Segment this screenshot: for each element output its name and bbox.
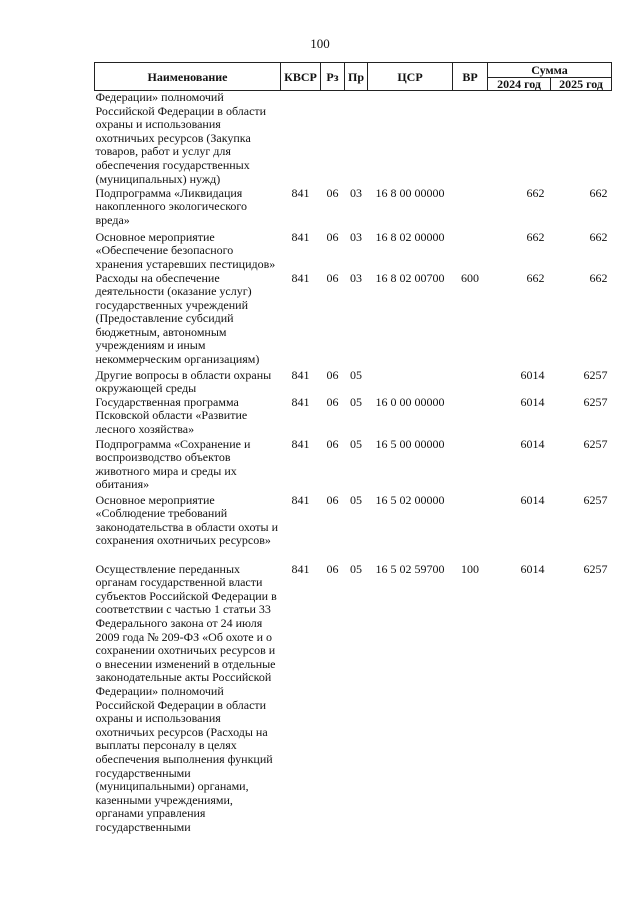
row-sum-2024: 662 [526, 229, 545, 244]
row-vr: 600 [461, 270, 479, 285]
row-sum-2025 [551, 91, 612, 187]
row-kvsr: 841 [291, 492, 310, 507]
row-sum-2025: 662 [589, 185, 608, 200]
header-sum: Сумма [488, 63, 612, 78]
row-sum-2025: 662 [589, 270, 608, 285]
table-row [95, 438, 612, 494]
row-sum-2024: 662 [526, 185, 545, 200]
row-name: Подпрограмма «Ликвидация накопленного экологического вреда» [95, 185, 248, 227]
row-rz: 06 [326, 229, 339, 244]
row-csr: 16 5 02 00000 [375, 492, 445, 507]
table-row [95, 494, 612, 563]
row-rz: 06 [326, 561, 339, 576]
row-vr [453, 91, 488, 187]
header-pr: Пр [345, 63, 368, 91]
row-csr: 16 8 00 00000 [375, 185, 445, 200]
row-kvsr: 841 [291, 229, 310, 244]
row-name: Государственная программа Псковской области «Развитие лесного хозяйства» [95, 394, 248, 436]
row-csr [368, 369, 453, 396]
row-sum-2025: 6257 [583, 394, 608, 409]
row-pr: 05 [350, 394, 362, 409]
row-pr: 03 [350, 185, 362, 200]
row-kvsr: 841 [291, 270, 310, 285]
row-sum-2024: 6014 [520, 492, 545, 507]
row-pr: 05 [350, 367, 362, 382]
row-rz: 06 [326, 436, 339, 451]
row-name: Основное мероприятие «Соблюдение требований законодательства в области охоты и сохранения охотничьих ресурсов» [95, 492, 279, 548]
row-vr [453, 187, 488, 231]
table-row [95, 396, 612, 438]
row-pr: 03 [350, 229, 362, 244]
table-body [95, 91, 612, 835]
row-name: Расходы на обеспечение деятельности (оказание услуг) государственных учреждений (Предоставление субсидий бюджетным, автономным учреждениям и иным некоммерческим организациям) [95, 270, 260, 367]
row-name: Другие вопросы в области охраны окружающей среды [95, 367, 272, 396]
row-csr: 16 8 02 00700 [375, 270, 445, 285]
row-rz: 06 [326, 270, 339, 285]
row-kvsr: 841 [291, 436, 310, 451]
header-kvsr: КВСР [281, 63, 321, 91]
page-number: 100 [310, 36, 330, 51]
budget-table [94, 62, 612, 835]
table-row [95, 91, 612, 187]
row-pr: 05 [350, 561, 362, 576]
row-sum-2024: 6014 [520, 394, 545, 409]
table-row [95, 563, 612, 835]
row-pr: 05 [350, 436, 362, 451]
row-sum-2024 [488, 91, 551, 187]
row-vr [453, 438, 488, 494]
header-csr: ЦСР [368, 63, 453, 91]
row-csr: 16 0 00 00000 [375, 394, 445, 409]
header-year-2025: 2025 год [551, 78, 612, 91]
row-csr: 16 8 02 00000 [375, 229, 445, 244]
table-row [95, 369, 612, 396]
row-vr: 100 [461, 561, 479, 576]
table-row [95, 231, 612, 272]
row-vr [453, 369, 488, 396]
row-sum-2024: 6014 [520, 436, 545, 451]
table-row [95, 187, 612, 231]
row-name: Федерации» полномочий Российской Федерации в области охраны и использования охотничьих ресурсов (Закупка товаров, работ и услуг для обеспечения государственных (муниципальных) нужд) [95, 90, 267, 186]
row-vr [453, 396, 488, 438]
header-year-2024: 2024 год [488, 78, 551, 91]
row-sum-2025: 6257 [583, 492, 608, 507]
row-rz: 06 [326, 394, 339, 409]
header-rz: Рз [321, 63, 345, 91]
row-name: Основное мероприятие «Обеспечение безопасного хранения устаревших пестицидов» [95, 229, 276, 271]
row-vr [453, 231, 488, 272]
row-sum-2025: 662 [589, 229, 608, 244]
row-rz: 06 [326, 185, 339, 200]
row-csr [368, 91, 453, 187]
row-sum-2024: 6014 [520, 561, 545, 576]
header-name: Наименование [95, 63, 281, 91]
row-csr: 16 5 02 59700 [375, 561, 445, 576]
row-sum-2025: 6257 [583, 436, 608, 451]
row-rz [321, 91, 345, 187]
header-vr: ВР [453, 63, 488, 91]
row-kvsr: 841 [291, 367, 310, 382]
row-rz: 06 [326, 492, 339, 507]
row-pr [345, 91, 368, 187]
row-sum-2025: 6257 [583, 561, 608, 576]
row-sum-2024: 6014 [520, 367, 545, 382]
table-row [95, 272, 612, 369]
row-pr: 05 [350, 492, 362, 507]
row-kvsr [281, 91, 321, 187]
row-kvsr: 841 [291, 185, 310, 200]
row-name: Осуществление переданных органам государственной власти субъектов Российской Федерации в соответствии с частью 1 статьи 33 Федерального закона от 24 июля 2009 года № 209-ФЗ «Об охоте и о сохранении охотничьих ресурсов и о внесении изменений в отдельные законодательные акты Российской Федерации» полномочий Российской Федерации в области охраны и использования охотничьих ресурсов (Расходы на выплаты персоналу в целях обеспечения выполнения функций государственными (муниципальными) органами, казенными учреждениями, органами управления государственными [95, 561, 277, 834]
row-sum-2025: 6257 [583, 367, 608, 382]
table-header [95, 63, 612, 91]
row-kvsr: 841 [291, 394, 310, 409]
row-name: Подпрограмма «Сохранение и воспроизводство объектов животного мира и среды их обитания» [95, 436, 251, 492]
row-sum-2024: 662 [526, 270, 545, 285]
row-pr: 03 [350, 270, 362, 285]
row-vr [453, 494, 488, 563]
row-rz: 06 [326, 367, 339, 382]
row-kvsr: 841 [291, 561, 310, 576]
row-csr: 16 5 00 00000 [375, 436, 445, 451]
